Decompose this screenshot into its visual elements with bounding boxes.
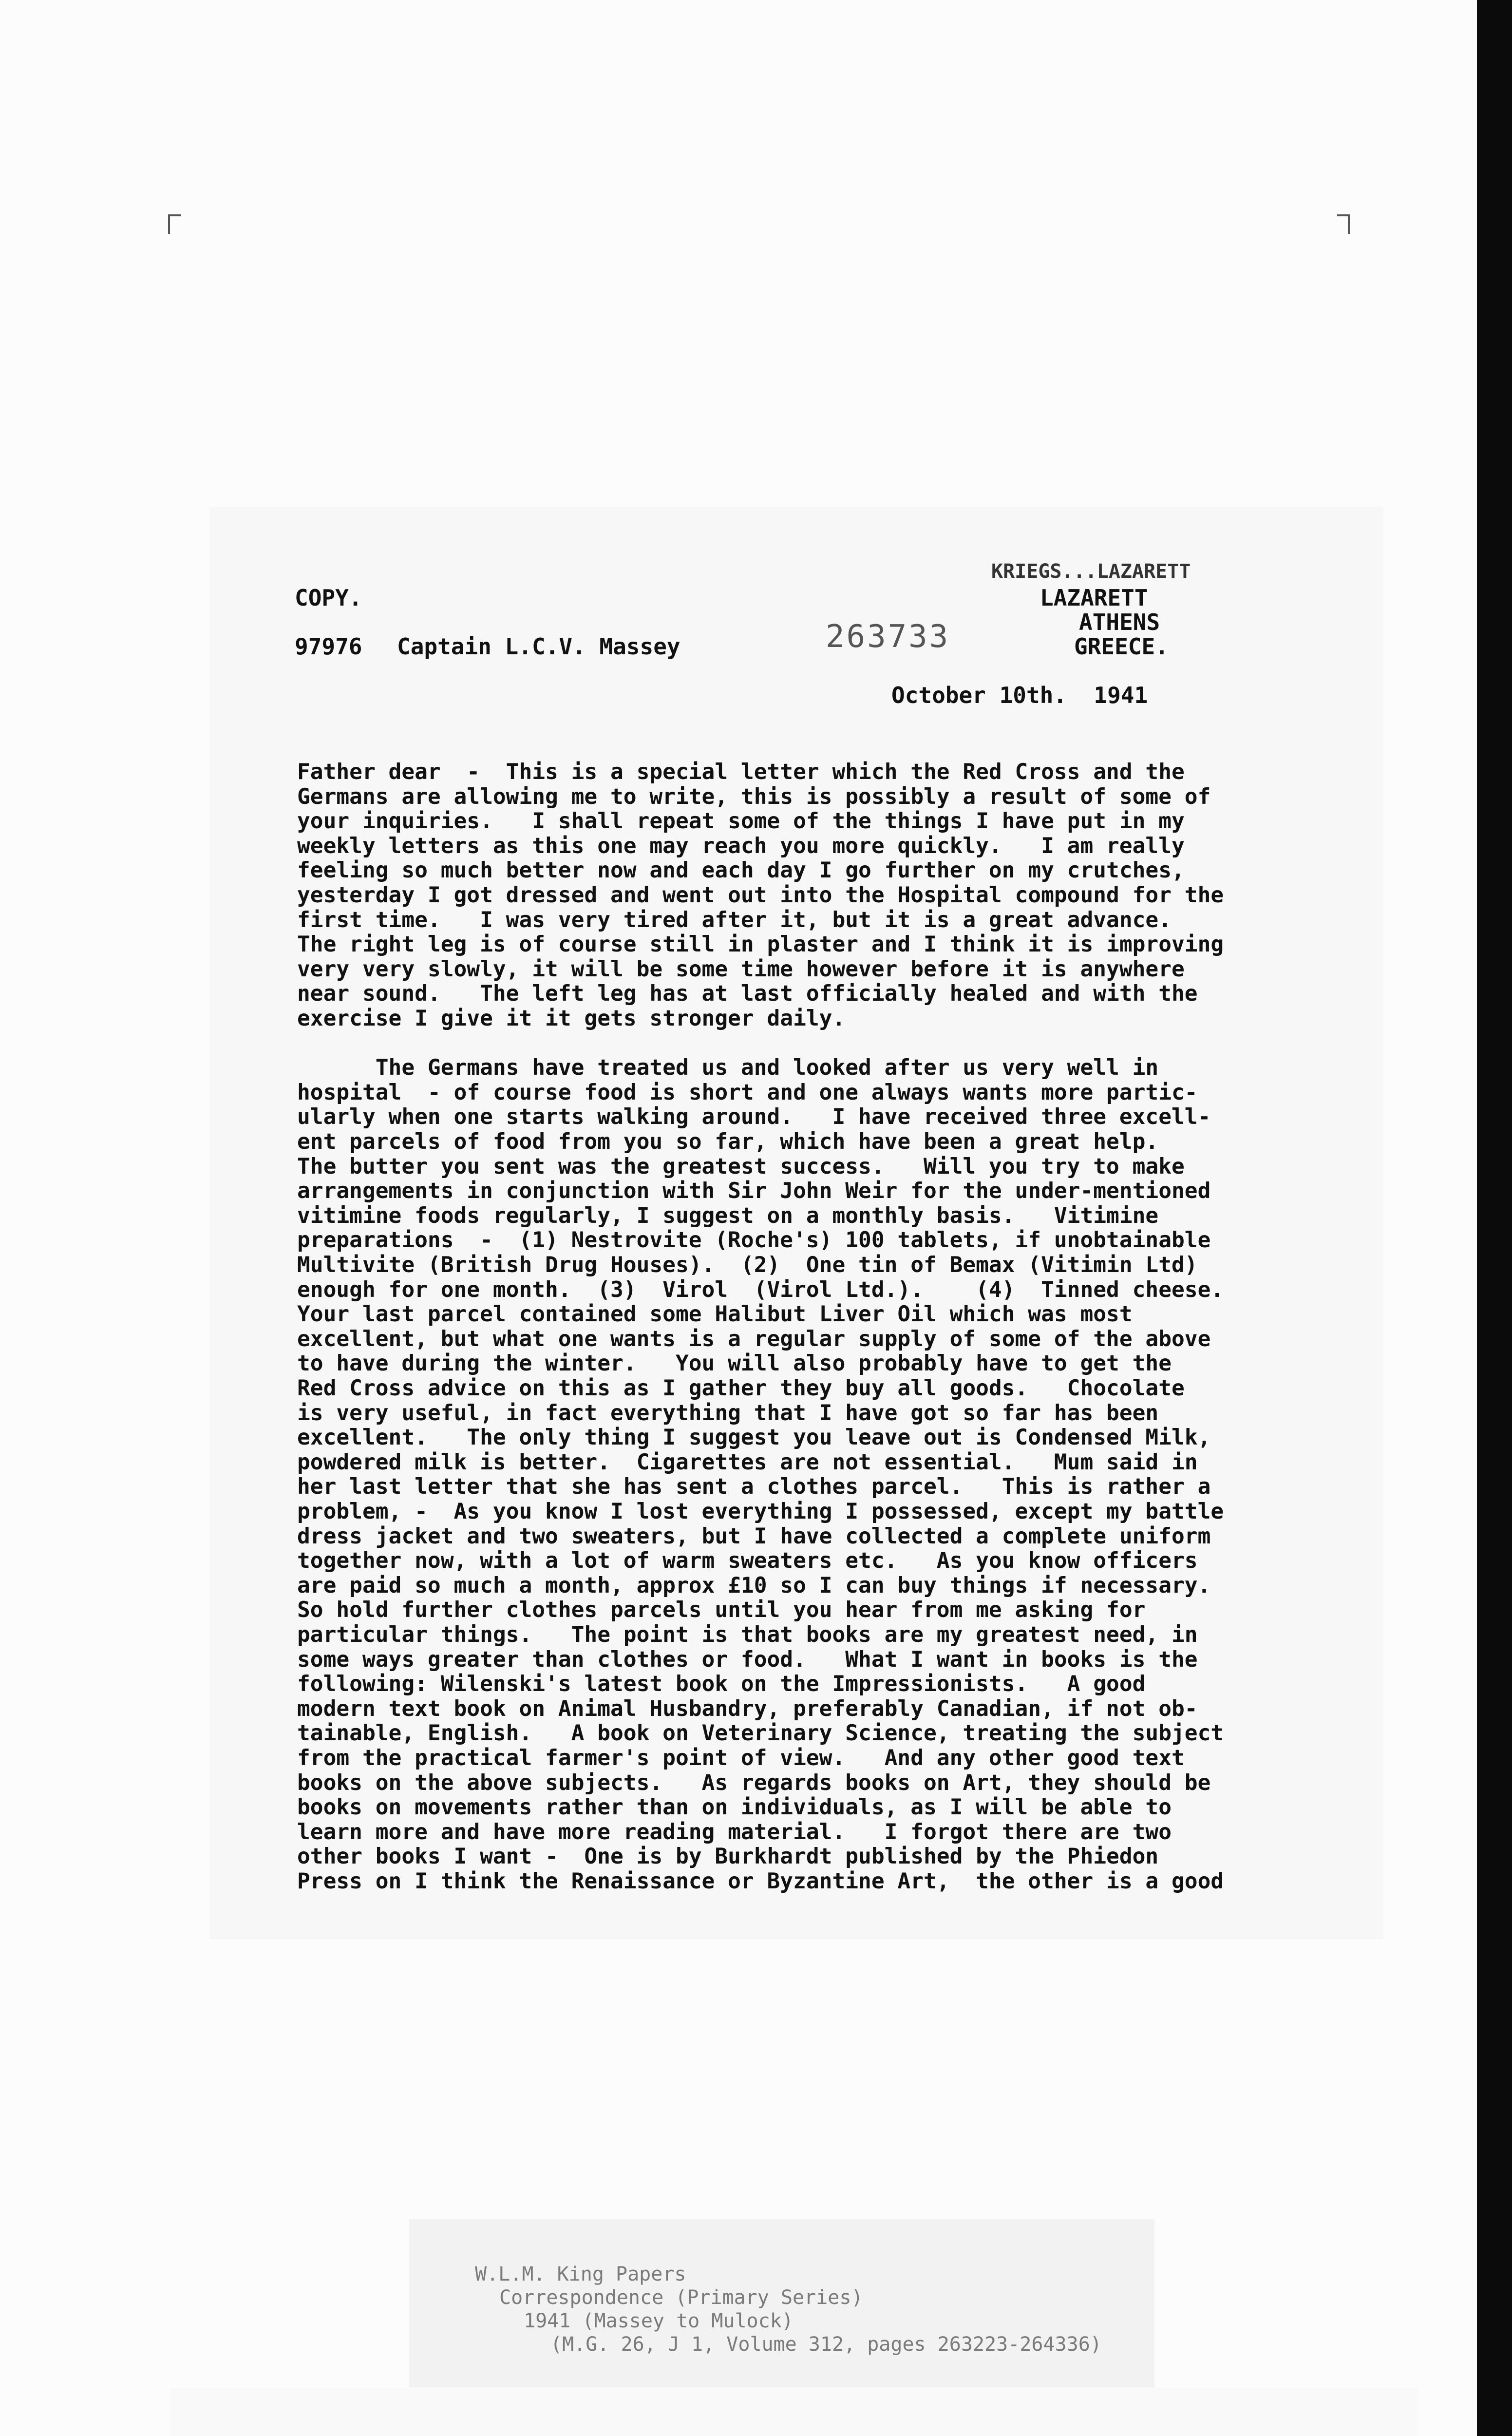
letter-line: excellent. The only thing I suggest you leave out is Condensed Milk,: [297, 1425, 1211, 1450]
letter-date: October 10th. 1941: [891, 682, 1148, 708]
letter-line: Your last parcel contained some Halibut Liver Oil which was most: [297, 1302, 1133, 1327]
letter-line: ularly when one starts walking around. I have received three excell-: [297, 1104, 1211, 1130]
letter-line: ent parcels of food from you so far, which have been a great help.: [297, 1129, 1159, 1154]
address-line: ATHENS: [1079, 609, 1160, 635]
letter-line: feeling so much better now and each day I go further on my crutches,: [297, 858, 1185, 883]
letter-line: The butter you sent was the greatest success. Will you try to make: [297, 1154, 1185, 1179]
letter-line: enough for one month. (3) Virol (Virol Ltd.). (4) Tinned cheese.: [297, 1277, 1224, 1302]
letter-line: So hold further clothes parcels until you hear from me asking for: [297, 1598, 1146, 1623]
reference-number: 97976: [295, 633, 362, 660]
letter-line: are paid so much a month, approx £10 so I can buy things if necessary.: [297, 1573, 1211, 1598]
letter-line: The right leg is of course still in plaster and I think it is improving: [297, 932, 1224, 957]
scan-border: [1477, 0, 1512, 2436]
letter-line: yesterday I got dressed and went out into the Hospital compound for the: [297, 883, 1224, 908]
letter-line: Red Cross advice on this as I gather they buy all goods. Chocolate: [297, 1376, 1185, 1401]
letter-line: Father dear - This is a special letter which the Red Cross and the: [297, 760, 1185, 784]
citation-line: 1941 (Massey to Mulock): [524, 2310, 794, 2332]
crop-mark-top-left: [168, 214, 181, 234]
letter-line: problem, - As you know I lost everything I possessed, except my battle: [297, 1499, 1224, 1524]
letter-line: near sound. The left leg has at last officially healed and with the: [297, 981, 1198, 1007]
letter-line: together now, with a lot of warm sweaters etc. As you know officers: [297, 1548, 1198, 1574]
letter-line: arrangements in conjunction with Sir John Weir for the under-mentioned: [297, 1179, 1211, 1204]
letter-line: hospital - of course food is short and one always wants more partic-: [297, 1080, 1198, 1105]
letter-line: other books I want - One is by Burkhardt published by the Phiedon: [297, 1844, 1159, 1869]
address-line: LAZARETT: [1040, 585, 1148, 611]
letter-line: your inquiries. I shall repeat some of the things I have put in my: [297, 809, 1185, 834]
letter-line: some ways greater than clothes or food. What I want in books is the: [297, 1647, 1198, 1672]
letter-line: is very useful, in fact everything that I have got so far has been: [297, 1400, 1159, 1426]
letter-line: her last letter that she has sent a clothes parcel. This is rather a: [297, 1474, 1211, 1500]
letter-line: learn more and have more reading material. I forgot there are two: [297, 1819, 1172, 1845]
letter-line: powdered milk is better. Cigarettes are not essential. Mum said in: [297, 1449, 1198, 1475]
letter-line: vitimine foods regularly, I suggest on a monthly basis. Vitimine: [297, 1203, 1159, 1228]
letter-line: excellent, but what one wants is a regular supply of some of the above: [297, 1326, 1211, 1351]
citation-line: Correspondence (Primary Series): [499, 2286, 863, 2309]
address-line: GREECE.: [1074, 633, 1169, 660]
letter-line: weekly letters as this one may reach you more quickly. I am really: [297, 833, 1185, 858]
crop-mark-top-right: [1337, 214, 1350, 234]
letter-line: preparations - (1) Nestrovite (Roche's) 100 tablets, if unobtainable: [297, 1228, 1211, 1253]
letter-line: Press on I think the Renaissance or Byzantine Art, the other is a good: [297, 1869, 1224, 1894]
letter-line: The Germans have treated us and looked after us very well in: [297, 1055, 1159, 1081]
letter-line: Multivite (British Drug Houses). (2) One tin of Bemax (Vitimin Ltd): [297, 1253, 1198, 1277]
letter-line: modern text book on Animal Husbandry, preferably Canadian, if not ob-: [297, 1696, 1198, 1721]
letter-line: to have during the winter. You will also probably have to get the: [297, 1351, 1172, 1376]
letter-line: books on movements rather than on individuals, as I will be able to: [297, 1795, 1172, 1820]
citation-line: W.L.M. King Papers: [475, 2263, 686, 2285]
document-number-stamp: 263733: [826, 619, 950, 655]
letter-line: books on the above subjects. As regards books on Art, they should be: [297, 1770, 1211, 1795]
letter-line: Germans are allowing me to write, this is possibly a result of some of: [297, 784, 1211, 809]
letter-line: exercise I give it it gets stronger daily.: [297, 1006, 846, 1031]
letter-line: following: Wilenski's latest book on the Impressionists. A good: [297, 1672, 1146, 1697]
letter-line: first time. I was very tired after it, but it is a great advance.: [297, 907, 1172, 933]
archives-stamp-panel: [170, 2387, 1418, 2436]
addressee: Captain L.C.V. Massey: [397, 633, 680, 660]
letter-line: very very slowly, it will be some time however before it is anywhere: [297, 956, 1185, 982]
letter-line: dress jacket and two sweaters, but I have collected a complete uniform: [297, 1523, 1211, 1549]
letter-line: particular things. The point is that books are my greatest need, in: [297, 1622, 1198, 1647]
letter-line: from the practical farmer's point of view. And any other good text: [297, 1746, 1185, 1770]
copy-label: COPY.: [295, 585, 362, 611]
letter-line: tainable, English. A book on Veterinary Science, treating the subject: [297, 1721, 1224, 1746]
citation-line: (M.G. 26, J 1, Volume 312, pages 263223-264336): [550, 2333, 1102, 2356]
address-line: KRIEGS...LAZARETT: [991, 560, 1191, 583]
